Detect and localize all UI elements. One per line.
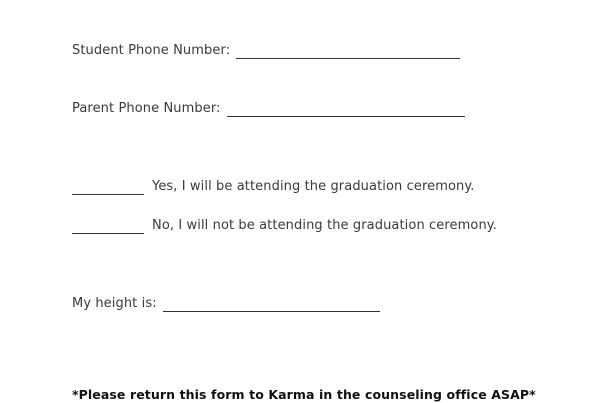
attending-no-label: No, I will not be attending the graduation ceremony. — [152, 218, 497, 233]
student-phone-blank[interactable] — [236, 44, 460, 59]
student-phone-row — [72, 43, 460, 59]
parent-phone-blank[interactable] — [227, 102, 465, 117]
attending-yes-blank[interactable] — [72, 180, 144, 195]
parent-phone-label: Parent Phone Number: — [72, 101, 221, 116]
height-blank[interactable] — [163, 297, 380, 312]
attending-yes-label: Yes, I will be attending the graduation ceremony. — [152, 179, 475, 194]
return-instructions-note: *Please return this form to Karma in the counseling office ASAP* — [72, 387, 536, 402]
height-label: My height is: — [72, 296, 157, 311]
parent-phone-row — [72, 101, 465, 117]
attending-no-blank[interactable] — [72, 219, 144, 234]
height-row — [72, 296, 380, 312]
attending-yes-row — [72, 179, 475, 195]
student-phone-label: Student Phone Number: — [72, 43, 231, 58]
attending-no-row — [72, 218, 497, 234]
